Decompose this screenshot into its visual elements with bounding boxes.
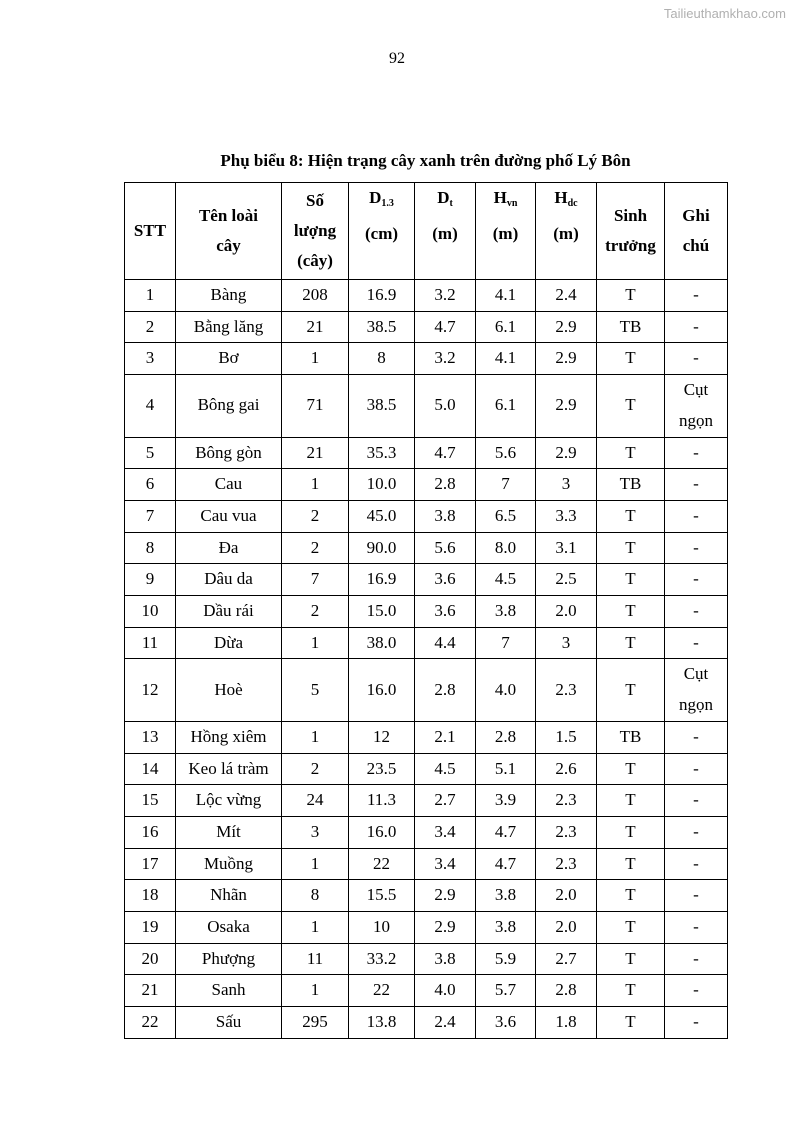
cell-species: Hoè <box>176 659 282 721</box>
table-row <box>125 469 728 501</box>
table-row <box>125 753 728 785</box>
cell-hvn: 4.1 <box>476 343 536 375</box>
table-row <box>125 785 728 817</box>
cell-growth: T <box>597 343 665 375</box>
cell-species: Nhãn <box>176 880 282 912</box>
cell-d13: 45.0 <box>349 500 415 532</box>
watermark: Tailieuthamkhao.com <box>663 6 786 21</box>
cell-hvn: 5.7 <box>476 975 536 1007</box>
table-row <box>125 816 728 848</box>
cell-dt: 2.7 <box>415 785 476 817</box>
cell-note: - <box>665 437 728 469</box>
cell-hdc: 3 <box>536 469 597 501</box>
cell-count: 71 <box>282 375 349 437</box>
cell-count: 1 <box>282 627 349 659</box>
cell-count: 8 <box>282 880 349 912</box>
cell-dt: 3.4 <box>415 848 476 880</box>
cell-note: - <box>665 816 728 848</box>
cell-count: 2 <box>282 500 349 532</box>
table-row <box>125 943 728 975</box>
cell-d13: 33.2 <box>349 943 415 975</box>
cell-species: Bông gòn <box>176 437 282 469</box>
cell-note: - <box>665 975 728 1007</box>
table-row <box>125 500 728 532</box>
cell-species: Mít <box>176 816 282 848</box>
cell-note: - <box>665 532 728 564</box>
cell-growth: T <box>597 753 665 785</box>
cell-note: - <box>665 627 728 659</box>
cell-dt: 3.8 <box>415 943 476 975</box>
table-row <box>125 659 728 721</box>
table-row <box>125 880 728 912</box>
cell-growth: T <box>597 848 665 880</box>
cell-hdc: 3 <box>536 627 597 659</box>
cell-d13: 38.5 <box>349 311 415 343</box>
cell-note: - <box>665 848 728 880</box>
cell-d13: 16.9 <box>349 280 415 312</box>
cell-note: - <box>665 596 728 628</box>
table-row <box>125 437 728 469</box>
cell-dt: 2.1 <box>415 721 476 753</box>
cell-stt: 3 <box>125 343 176 375</box>
cell-stt: 11 <box>125 627 176 659</box>
cell-hvn: 6.1 <box>476 311 536 343</box>
cell-hvn: 3.6 <box>476 1007 536 1039</box>
cell-stt: 13 <box>125 721 176 753</box>
cell-d13: 16.0 <box>349 659 415 721</box>
cell-hdc: 1.5 <box>536 721 597 753</box>
cell-hdc: 2.3 <box>536 659 597 721</box>
table-row <box>125 280 728 312</box>
cell-growth: T <box>597 1007 665 1039</box>
cell-hdc: 2.5 <box>536 564 597 596</box>
cell-stt: 14 <box>125 753 176 785</box>
cell-dt: 2.8 <box>415 469 476 501</box>
cell-hdc: 3.3 <box>536 500 597 532</box>
cell-growth: T <box>597 912 665 944</box>
cell-d13: 35.3 <box>349 437 415 469</box>
cell-count: 21 <box>282 437 349 469</box>
cell-hdc: 2.0 <box>536 912 597 944</box>
cell-species: Phượng <box>176 943 282 975</box>
cell-dt: 3.6 <box>415 596 476 628</box>
cell-d13: 10 <box>349 912 415 944</box>
cell-stt: 19 <box>125 912 176 944</box>
cell-species: Osaka <box>176 912 282 944</box>
cell-hdc: 2.7 <box>536 943 597 975</box>
tree-inventory-table <box>124 182 728 1039</box>
cell-stt: 2 <box>125 311 176 343</box>
cell-count: 295 <box>282 1007 349 1039</box>
table-row <box>125 912 728 944</box>
cell-stt: 18 <box>125 880 176 912</box>
cell-count: 24 <box>282 785 349 817</box>
cell-count: 1 <box>282 848 349 880</box>
cell-stt: 20 <box>125 943 176 975</box>
cell-dt: 5.0 <box>415 375 476 437</box>
cell-dt: 2.4 <box>415 1007 476 1039</box>
cell-note: - <box>665 912 728 944</box>
cell-count: 11 <box>282 943 349 975</box>
cell-note: Cụt ngọn <box>665 659 728 721</box>
cell-stt: 4 <box>125 375 176 437</box>
cell-dt: 2.9 <box>415 912 476 944</box>
cell-d13: 38.0 <box>349 627 415 659</box>
header-growth: Sinh trưởng <box>597 183 665 280</box>
cell-hvn: 4.1 <box>476 280 536 312</box>
cell-count: 1 <box>282 912 349 944</box>
cell-growth: T <box>597 564 665 596</box>
cell-growth: T <box>597 627 665 659</box>
header-row <box>125 183 728 280</box>
cell-hdc: 2.9 <box>536 311 597 343</box>
header-hdc: $H_{dc}$ (m) <box>536 183 597 280</box>
cell-d13: 15.5 <box>349 880 415 912</box>
cell-d13: 10.0 <box>349 469 415 501</box>
cell-growth: T <box>597 880 665 912</box>
cell-species: Hồng xiêm <box>176 721 282 753</box>
cell-stt: 17 <box>125 848 176 880</box>
cell-hvn: 4.5 <box>476 564 536 596</box>
cell-note: - <box>665 785 728 817</box>
cell-hdc: 2.3 <box>536 816 597 848</box>
cell-note: - <box>665 343 728 375</box>
cell-species: Sanh <box>176 975 282 1007</box>
cell-species: Cau <box>176 469 282 501</box>
cell-hdc: 2.4 <box>536 280 597 312</box>
cell-note: - <box>665 311 728 343</box>
cell-dt: 4.4 <box>415 627 476 659</box>
cell-hdc: 2.9 <box>536 343 597 375</box>
cell-note: - <box>665 500 728 532</box>
cell-species: Muồng <box>176 848 282 880</box>
cell-stt: 10 <box>125 596 176 628</box>
cell-growth: T <box>597 437 665 469</box>
cell-species: Cau vua <box>176 500 282 532</box>
cell-d13: 8 <box>349 343 415 375</box>
table-row <box>125 564 728 596</box>
cell-growth: T <box>597 816 665 848</box>
cell-dt: 4.5 <box>415 753 476 785</box>
cell-count: 3 <box>282 816 349 848</box>
table-row <box>125 311 728 343</box>
cell-dt: 3.2 <box>415 343 476 375</box>
cell-stt: 12 <box>125 659 176 721</box>
cell-growth: TB <box>597 469 665 501</box>
cell-growth: T <box>597 785 665 817</box>
cell-dt: 2.8 <box>415 659 476 721</box>
cell-hdc: 1.8 <box>536 1007 597 1039</box>
cell-species: Keo lá tràm <box>176 753 282 785</box>
cell-hvn: 7 <box>476 469 536 501</box>
cell-hdc: 2.0 <box>536 596 597 628</box>
cell-hvn: 4.7 <box>476 848 536 880</box>
cell-d13: 13.8 <box>349 1007 415 1039</box>
table-row <box>125 343 728 375</box>
cell-dt: 3.4 <box>415 816 476 848</box>
cell-species: Sấu <box>176 1007 282 1039</box>
cell-d13: 22 <box>349 848 415 880</box>
cell-species: Bằng lăng <box>176 311 282 343</box>
cell-count: 2 <box>282 532 349 564</box>
cell-count: 21 <box>282 311 349 343</box>
table-row <box>125 532 728 564</box>
cell-growth: T <box>597 596 665 628</box>
table-caption: Phụ biểu 8: Hiện trạng cây xanh trên đường phố Lý Bôn <box>220 151 631 170</box>
cell-note: - <box>665 943 728 975</box>
cell-species: Đa <box>176 532 282 564</box>
header-species: Tên loài cây <box>176 183 282 280</box>
cell-species: Dầu rái <box>176 596 282 628</box>
cell-stt: 5 <box>125 437 176 469</box>
page-number: 92 <box>389 50 405 67</box>
cell-stt: 1 <box>125 280 176 312</box>
cell-growth: T <box>597 375 665 437</box>
cell-note: - <box>665 1007 728 1039</box>
cell-note: - <box>665 564 728 596</box>
header-hvn: $H_{vn}$ (m) <box>476 183 536 280</box>
cell-count: 7 <box>282 564 349 596</box>
cell-count: 1 <box>282 975 349 1007</box>
table-row <box>125 721 728 753</box>
cell-species: Bông gai <box>176 375 282 437</box>
cell-species: Lộc vừng <box>176 785 282 817</box>
cell-d13: 23.5 <box>349 753 415 785</box>
cell-d13: 11.3 <box>349 785 415 817</box>
cell-hvn: 4.0 <box>476 659 536 721</box>
cell-stt: 16 <box>125 816 176 848</box>
cell-hvn: 5.6 <box>476 437 536 469</box>
header-count: Số lượng (cây) <box>282 183 349 280</box>
cell-hdc: 2.3 <box>536 848 597 880</box>
cell-dt: 3.6 <box>415 564 476 596</box>
cell-d13: 90.0 <box>349 532 415 564</box>
cell-growth: TB <box>597 721 665 753</box>
cell-hdc: 2.6 <box>536 753 597 785</box>
cell-stt: 6 <box>125 469 176 501</box>
cell-d13: 16.0 <box>349 816 415 848</box>
cell-stt: 7 <box>125 500 176 532</box>
cell-dt: 4.0 <box>415 975 476 1007</box>
cell-growth: TB <box>597 311 665 343</box>
table-row <box>125 848 728 880</box>
cell-growth: T <box>597 659 665 721</box>
cell-hvn: 3.8 <box>476 880 536 912</box>
cell-growth: T <box>597 280 665 312</box>
cell-stt: 22 <box>125 1007 176 1039</box>
cell-d13: 15.0 <box>349 596 415 628</box>
cell-d13: 12 <box>349 721 415 753</box>
cell-hvn: 5.9 <box>476 943 536 975</box>
table-header <box>125 183 728 280</box>
cell-hvn: 4.7 <box>476 816 536 848</box>
cell-dt: 5.6 <box>415 532 476 564</box>
table-row <box>125 375 728 437</box>
cell-dt: 4.7 <box>415 437 476 469</box>
cell-dt: 3.8 <box>415 500 476 532</box>
cell-hdc: 2.9 <box>536 375 597 437</box>
cell-d13: 38.5 <box>349 375 415 437</box>
cell-hdc: 2.0 <box>536 880 597 912</box>
cell-hvn: 3.8 <box>476 912 536 944</box>
header-note: Ghi chú <box>665 183 728 280</box>
cell-count: 1 <box>282 721 349 753</box>
cell-hdc: 3.1 <box>536 532 597 564</box>
cell-hvn: 8.0 <box>476 532 536 564</box>
cell-species: Dâu da <box>176 564 282 596</box>
cell-stt: 15 <box>125 785 176 817</box>
cell-species: Bàng <box>176 280 282 312</box>
cell-d13: 22 <box>349 975 415 1007</box>
cell-hvn: 7 <box>476 627 536 659</box>
table-body <box>125 280 728 1039</box>
cell-hvn: 2.8 <box>476 721 536 753</box>
cell-hvn: 3.9 <box>476 785 536 817</box>
cell-d13: 16.9 <box>349 564 415 596</box>
cell-note: - <box>665 721 728 753</box>
cell-note: - <box>665 753 728 785</box>
cell-note: Cụt ngọn <box>665 375 728 437</box>
cell-dt: 4.7 <box>415 311 476 343</box>
table-row <box>125 975 728 1007</box>
cell-stt: 21 <box>125 975 176 1007</box>
cell-growth: T <box>597 975 665 1007</box>
cell-hvn: 3.8 <box>476 596 536 628</box>
cell-hdc: 2.3 <box>536 785 597 817</box>
cell-hvn: 5.1 <box>476 753 536 785</box>
cell-growth: T <box>597 943 665 975</box>
cell-hvn: 6.1 <box>476 375 536 437</box>
cell-stt: 8 <box>125 532 176 564</box>
cell-species: Bơ <box>176 343 282 375</box>
cell-count: 1 <box>282 343 349 375</box>
cell-dt: 2.9 <box>415 880 476 912</box>
table-row <box>125 1007 728 1039</box>
cell-note: - <box>665 280 728 312</box>
cell-stt: 9 <box>125 564 176 596</box>
cell-count: 2 <box>282 596 349 628</box>
cell-note: - <box>665 880 728 912</box>
cell-note: - <box>665 469 728 501</box>
cell-dt: 3.2 <box>415 280 476 312</box>
cell-growth: T <box>597 500 665 532</box>
cell-count: 208 <box>282 280 349 312</box>
cell-growth: T <box>597 532 665 564</box>
cell-hvn: 6.5 <box>476 500 536 532</box>
table-row <box>125 596 728 628</box>
cell-count: 1 <box>282 469 349 501</box>
cell-count: 2 <box>282 753 349 785</box>
cell-hdc: 2.9 <box>536 437 597 469</box>
table-row <box>125 627 728 659</box>
header-stt: STT <box>125 183 176 280</box>
cell-hdc: 2.8 <box>536 975 597 1007</box>
cell-count: 5 <box>282 659 349 721</box>
header-dt: $D_t$ (m) <box>415 183 476 280</box>
cell-species: Dừa <box>176 627 282 659</box>
header-d13: $D_{1.3}$ (cm) <box>349 183 415 280</box>
